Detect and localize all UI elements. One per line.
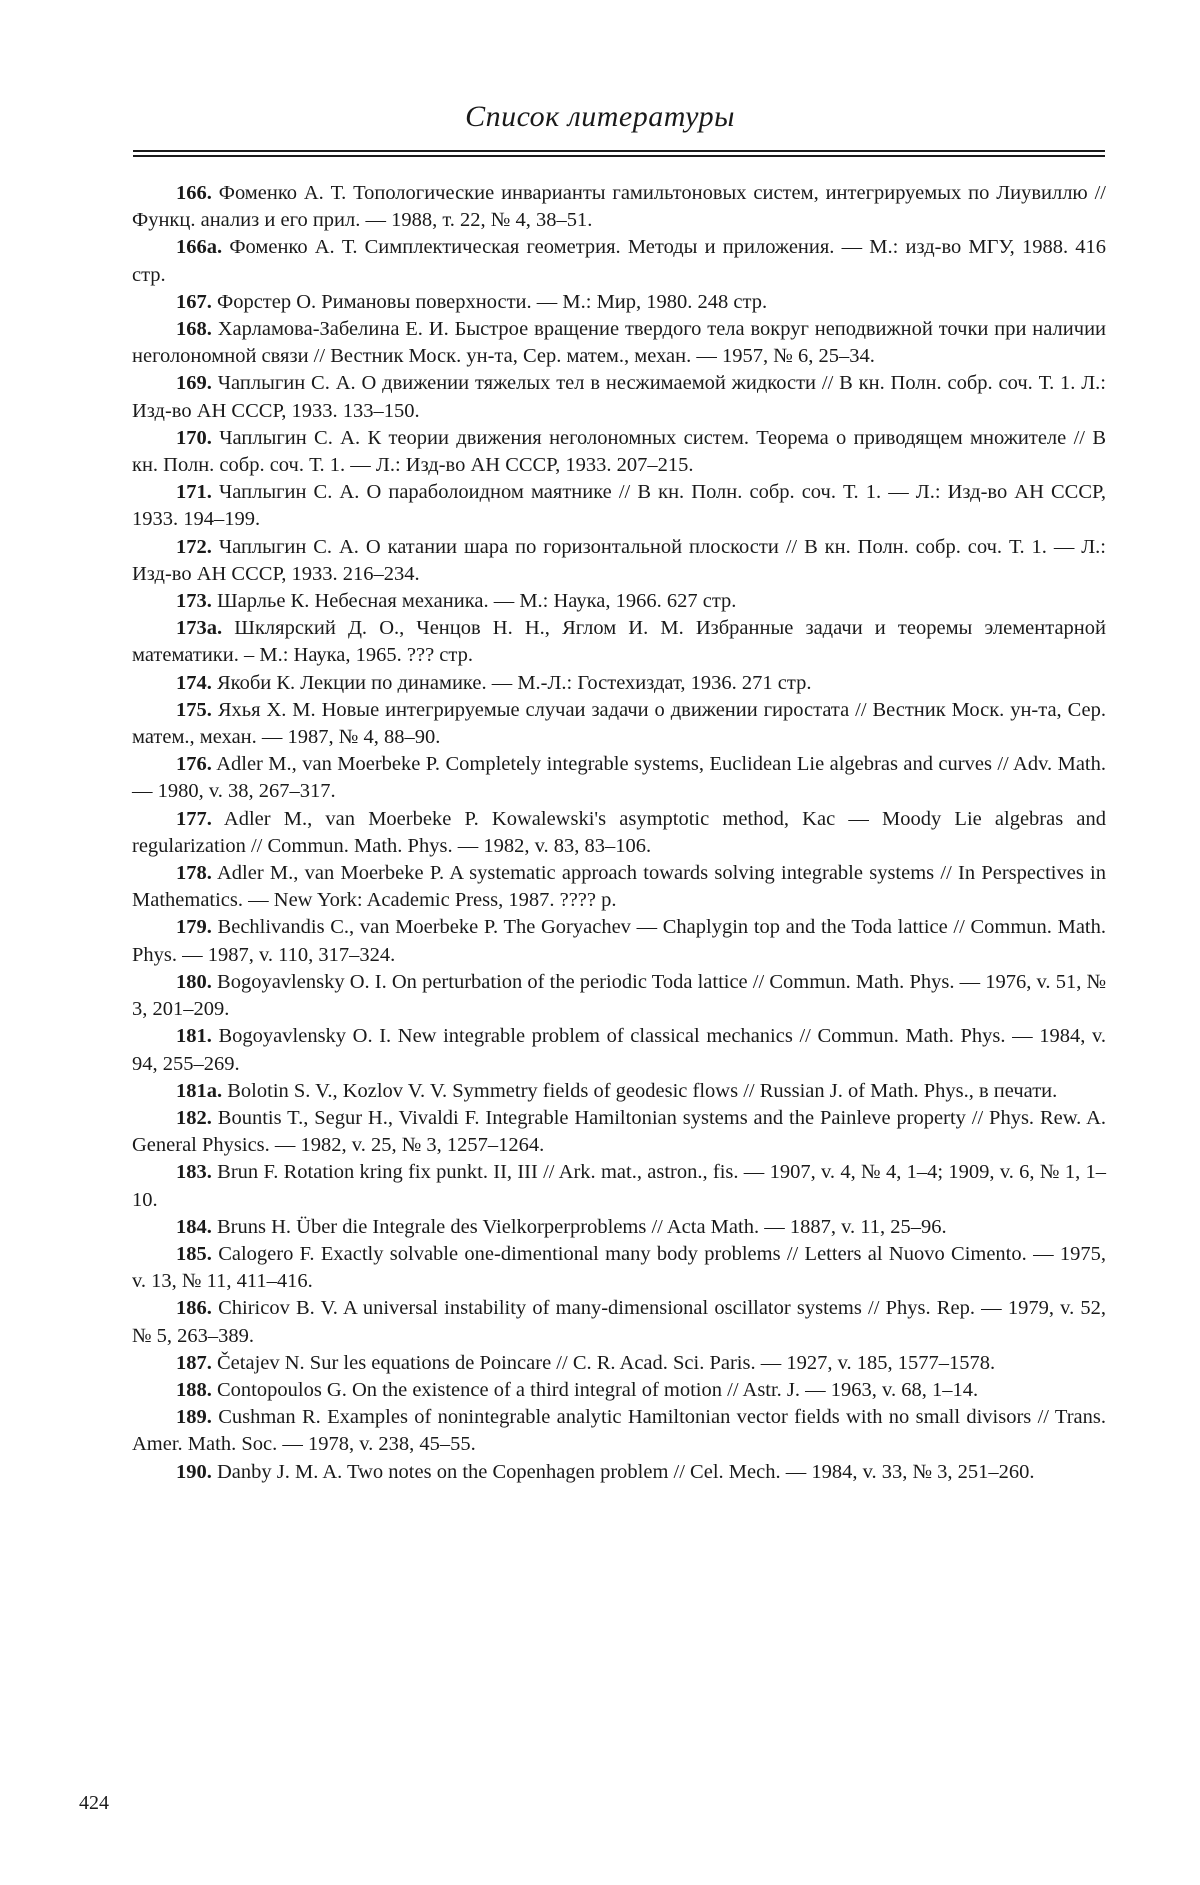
reference-text: Brun F. Rotation kring fix punkt. II, III // Ark. mat., astron., fis. — 1907, v. 4, № 4, 1–4; 1909, v. 6, № 1, 1–10.: [132, 1161, 1107, 1211]
reference-entry: [132, 697, 1106, 751]
reference-entry: [132, 1159, 1106, 1213]
reference-text: Bogoyavlensky O. I. New integrable problem of classical mechanics // Commun. Math. Phys. — 1984, v. 94, 255–269.: [132, 1025, 1107, 1075]
reference-number: 189.: [176, 1406, 212, 1429]
reference-entry: [132, 370, 1106, 424]
running-head: Список литературы: [465, 100, 735, 133]
reference-text: Contopoulos G. On the existence of a third integral of motion // Astr. J. — 1963, v. 68, 1–14.: [217, 1378, 979, 1401]
reference-entry: [132, 534, 1106, 588]
reference-text: Bruns H. Über die Integrale des Vielkorperproblems // Acta Math. — 1887, v. 11, 25–96.: [217, 1215, 947, 1238]
reference-entry: [132, 1078, 1106, 1105]
reference-text: Adler M., van Moerbeke P. Completely integrable systems, Euclidean Lie algebras and curves // Adv. Math. — 1980, v. 38, 267–317.: [132, 753, 1106, 803]
header-rule-bottom: [133, 155, 1105, 157]
reference-number: 166а.: [176, 236, 223, 259]
reference-number: 185.: [176, 1242, 212, 1265]
reference-entry: [132, 1377, 1106, 1404]
reference-text: Četajev N. Sur les equations de Poincare // C. R. Acad. Sci. Paris. — 1927, v. 185, 1577–1578.: [217, 1351, 996, 1374]
reference-text: Фоменко А. Т. Топологические инварианты гамильтоновых систем, интегрируемых по Лиувиллю // Функц. анализ и его прил. — 1988, т. 22, № 4, 38–51.: [132, 182, 1107, 232]
reference-entry: [132, 615, 1106, 669]
reference-number: 173а.: [176, 617, 223, 640]
reference-text: Danby J. M. A. Two notes on the Copenhagen problem // Cel. Mech. — 1984, v. 33, № 3, 251–260.: [217, 1460, 1035, 1483]
reference-number: 169.: [176, 372, 212, 395]
reference-entry: [132, 914, 1106, 968]
reference-number: 173.: [176, 590, 212, 613]
reference-text: Шклярский Д. О., Ченцов Н. Н., Яглом И. М. Избранные задачи и теоремы элементарной математики. – М.: Наука, 1965. ??? стр.: [132, 617, 1106, 667]
reference-entry: [132, 1295, 1106, 1349]
reference-number: 178.: [176, 862, 212, 885]
reference-text: Шарлье К. Небесная механика. — М.: Наука, 1966. 627 стр.: [217, 590, 737, 613]
reference-entry: [132, 860, 1106, 914]
reference-number: 170.: [176, 426, 212, 449]
reference-entry: [132, 479, 1106, 533]
reference-number: 187.: [176, 1351, 212, 1374]
reference-text: Bogoyavlensky O. I. On perturbation of the periodic Toda lattice // Commun. Math. Phys. — 1976, v. 51, № 3, 201–209.: [132, 970, 1107, 1021]
reference-text: Яхья Х. М. Новые интегрируемые случаи задачи о движении гиростата // Вестник Моск. ун-та, Сер. матем., механ. — 1987, № 4, 88–90.: [132, 698, 1107, 749]
reference-entry: [132, 1214, 1106, 1241]
reference-number: 184.: [176, 1215, 212, 1238]
reference-text: Фоменко А. Т. Симплектическая геометрия. Методы и приложения. — М.: изд-во МГУ, 1988. 416 стр.: [132, 236, 1107, 286]
reference-number: 167.: [176, 290, 212, 313]
reference-entry: [132, 1350, 1106, 1377]
reference-number: 177.: [176, 807, 212, 830]
reference-number: 180.: [176, 970, 212, 993]
reference-entry: [132, 1105, 1106, 1159]
reference-text: Bountis T., Segur H., Vivaldi F. Integrable Hamiltonian systems and the Painleve property // Phys. Rew. A. General Physics. — 1982, v. 25, № 3, 1257–1264.: [132, 1106, 1106, 1157]
reference-text: Adler M., van Moerbeke P. Kowalewski's asymptotic method, Kac — Moody Lie algebras and regularization // Commun. Math. Phys. — 1982, v. 83, 83–106.: [132, 807, 1106, 857]
reference-number: 181.: [176, 1025, 212, 1048]
reference-entry: [132, 670, 1106, 697]
reference-text: Adler M., van Moerbeke P. A systematic approach towards solving integrable systems // In Perspectives in Mathematics. — New York: Academic Press, 1987. ???? p.: [132, 862, 1106, 912]
reference-number: 172.: [176, 535, 212, 558]
reference-number: 183.: [176, 1161, 212, 1184]
reference-text: Чаплыгин С. А. О параболоидном маятнике // В кн. Полн. собр. соч. Т. 1. — Л.: Изд-во АН СССР, 1933. 194–199.: [132, 481, 1106, 531]
reference-text: Форстер О. Римановы поверхности. — М.: Мир, 1980. 248 стр.: [217, 290, 768, 313]
reference-number: 182.: [176, 1106, 212, 1129]
reference-number: 179.: [176, 916, 212, 939]
reference-number: 171.: [176, 481, 212, 504]
reference-number: 176.: [176, 753, 212, 776]
reference-text: Якоби К. Лекции по динамике. — М.-Л.: Гостехиздат, 1936. 271 стр.: [217, 671, 812, 694]
reference-entry: [132, 751, 1106, 805]
reference-entry: [132, 806, 1106, 860]
reference-entry: [132, 1459, 1106, 1486]
reference-text: Bolotin S. V., Kozlov V. V. Symmetry fields of geodesic flows // Russian J. of Math. Phys., в печати.: [227, 1079, 1058, 1102]
header-rule-top: [133, 150, 1105, 152]
reference-number: 168.: [176, 318, 212, 341]
reference-entry: [132, 425, 1106, 479]
reference-entry: [132, 588, 1106, 615]
reference-text: Cushman R. Examples of nonintegrable analytic Hamiltonian vector fields with no small divisors // Trans. Amer. Math. Soc. — 1978, v. 238, 45–55.: [132, 1406, 1107, 1456]
reference-number: 174.: [176, 671, 212, 694]
reference-text: Calogero F. Exactly solvable one-dimentional many body problems // Letters al Nuovo Cimento. — 1975, v. 13, № 11, 411–416.: [132, 1242, 1107, 1293]
reference-entry: [132, 180, 1106, 234]
reference-number: 186.: [176, 1297, 212, 1320]
reference-number: 181а.: [176, 1079, 223, 1102]
reference-text: Bechlivandis C., van Moerbeke P. The Goryachev — Chaplygin top and the Toda lattice // Commun. Math. Phys. — 1987, v. 110, 317–324.: [132, 916, 1107, 966]
reference-entry: [132, 289, 1106, 316]
reference-list: [132, 180, 1106, 1486]
reference-number: 190.: [176, 1460, 212, 1483]
reference-entry: [132, 234, 1106, 288]
reference-number: 166.: [176, 182, 212, 204]
reference-text: Харламова-Забелина Е. И. Быстрое вращение твердого тела вокруг неподвижной точки при наличии неголономной связи // Вестник Моск. ун-та, Сер. матем., механ. — 1957, № 6, 25–34.: [132, 318, 1107, 368]
reference-number: 175.: [176, 698, 212, 721]
reference-entry: [132, 1241, 1106, 1295]
reference-text: Чаплыгин С. А. К теории движения неголономных систем. Теорема о приводящем множителе // В кн. Полн. собр. соч. Т. 1. — Л.: Изд-во АН СССР, 1933. 207–215.: [132, 426, 1106, 477]
reference-text: Чаплыгин С. А. О движении тяжелых тел в несжимаемой жидкости // В кн. Полн. собр. соч. Т. 1. Л.: Изд-во АН СССР, 1933. 133–150.: [132, 372, 1107, 422]
reference-number: 188.: [176, 1378, 212, 1401]
reference-text: Chiricov B. V. A universal instability of many-dimensional oscillator systems // Phys. Rep. — 1979, v. 52, № 5, 263–389.: [132, 1297, 1107, 1347]
reference-entry: [132, 1404, 1106, 1458]
reference-text: Чаплыгин С. А. О катании шара по горизонтальной плоскости // В кн. Полн. собр. соч. Т. 1. — Л.: Изд-во АН СССР, 1933. 216–234.: [132, 535, 1106, 585]
reference-entry: [132, 316, 1106, 370]
page-number: 424: [79, 1792, 109, 1814]
reference-entry: [132, 1023, 1106, 1077]
reference-entry: [132, 969, 1106, 1023]
